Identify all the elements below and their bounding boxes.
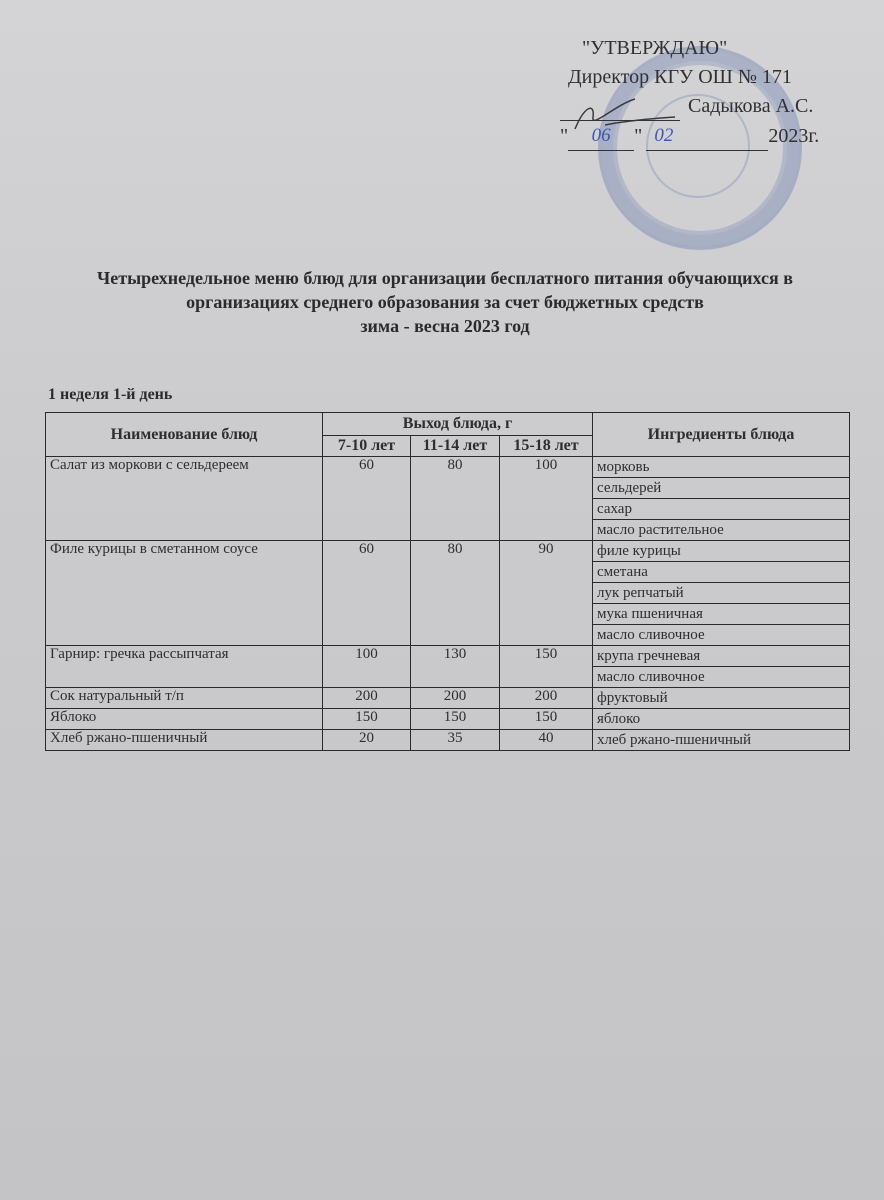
- signature-underline: [560, 98, 680, 121]
- dish-name: Хлеб ржано-пшеничный: [46, 730, 323, 751]
- approval-position: Директор КГУ ОШ № 171: [568, 66, 792, 88]
- ingredient: филе курицы: [593, 541, 850, 562]
- approver-name: Садыкова А.С.: [688, 95, 814, 117]
- table-row: [46, 709, 850, 730]
- yield-11-14: 80: [411, 541, 500, 646]
- table-row: [46, 541, 850, 562]
- document-title: [30, 266, 860, 338]
- yield-7-10: 20: [323, 730, 411, 751]
- ingredient: сахар: [593, 499, 850, 520]
- approval-signature-line: [560, 92, 860, 121]
- date-month: 02: [646, 121, 768, 151]
- ingredient: сельдерей: [593, 478, 850, 499]
- yield-7-10: 60: [323, 457, 411, 541]
- day-label: 1 неделя 1-й день: [48, 386, 173, 403]
- dish-name: Салат из моркови с сельдереем: [46, 457, 323, 541]
- dish-name: Гарнир: гречка рассыпчатая: [46, 646, 323, 688]
- approval-heading: "УТВЕРЖДАЮ": [582, 37, 728, 59]
- header-dish-name: Наименование блюд: [46, 413, 323, 457]
- header-row: [46, 413, 850, 436]
- table-row: [46, 457, 850, 478]
- yield-11-14: 80: [411, 457, 500, 541]
- header-yield: Выход блюда, г: [323, 413, 593, 436]
- header-age-15-18: 15-18 лет: [500, 436, 593, 457]
- approval-date: [560, 121, 860, 151]
- yield-11-14: 130: [411, 646, 500, 688]
- yield-15-18: 150: [500, 646, 593, 688]
- menu-body: [46, 457, 850, 751]
- yield-11-14: 150: [411, 709, 500, 730]
- yield-15-18: 90: [500, 541, 593, 646]
- ingredient: фруктовый: [593, 688, 850, 709]
- yield-15-18: 150: [500, 709, 593, 730]
- ingredient: мука пшеничная: [593, 604, 850, 625]
- ingredient: сметана: [593, 562, 850, 583]
- date-day: 06: [568, 121, 634, 151]
- menu-table: [45, 412, 850, 751]
- yield-11-14: 200: [411, 688, 500, 709]
- dish-name: Яблоко: [46, 709, 323, 730]
- ingredient: лук репчатый: [593, 583, 850, 604]
- yield-7-10: 100: [323, 646, 411, 688]
- ingredient: крупа гречневая: [593, 646, 850, 667]
- dish-name: Филе курицы в сметанном соусе: [46, 541, 323, 646]
- table-row: [46, 646, 850, 667]
- dish-name: Сок натуральный т/п: [46, 688, 323, 709]
- ingredient: масло сливочное: [593, 625, 850, 646]
- yield-15-18: 100: [500, 457, 593, 541]
- ingredient: хлеб ржано-пшеничный: [593, 730, 850, 751]
- header-age-11-14: 11-14 лет: [411, 436, 500, 457]
- yield-15-18: 200: [500, 688, 593, 709]
- ingredient: морковь: [593, 457, 850, 478]
- yield-7-10: 150: [323, 709, 411, 730]
- yield-7-10: 200: [323, 688, 411, 709]
- date-quote-open: ": [560, 125, 569, 147]
- ingredient: масло сливочное: [593, 667, 850, 688]
- table-row: [46, 688, 850, 709]
- title-line-1: Четырехнедельное меню блюд для организации бесплатного питания обучающихся в: [97, 268, 793, 288]
- date-year: 2023г.: [768, 125, 820, 147]
- header-ingredients: Ингредиенты блюда: [593, 413, 850, 457]
- title-line-2: организациях среднего образования за счет бюджетных средств: [186, 292, 704, 312]
- yield-15-18: 40: [500, 730, 593, 751]
- yield-11-14: 35: [411, 730, 500, 751]
- header-age-7-10: 7-10 лет: [323, 436, 411, 457]
- table-row: [46, 730, 850, 751]
- title-line-3: зима - весна 2023 год: [360, 316, 530, 336]
- yield-7-10: 60: [323, 541, 411, 646]
- date-quote-close: ": [634, 125, 643, 147]
- ingredient: яблоко: [593, 709, 850, 730]
- ingredient: масло растительное: [593, 520, 850, 541]
- approval-block: [560, 34, 860, 151]
